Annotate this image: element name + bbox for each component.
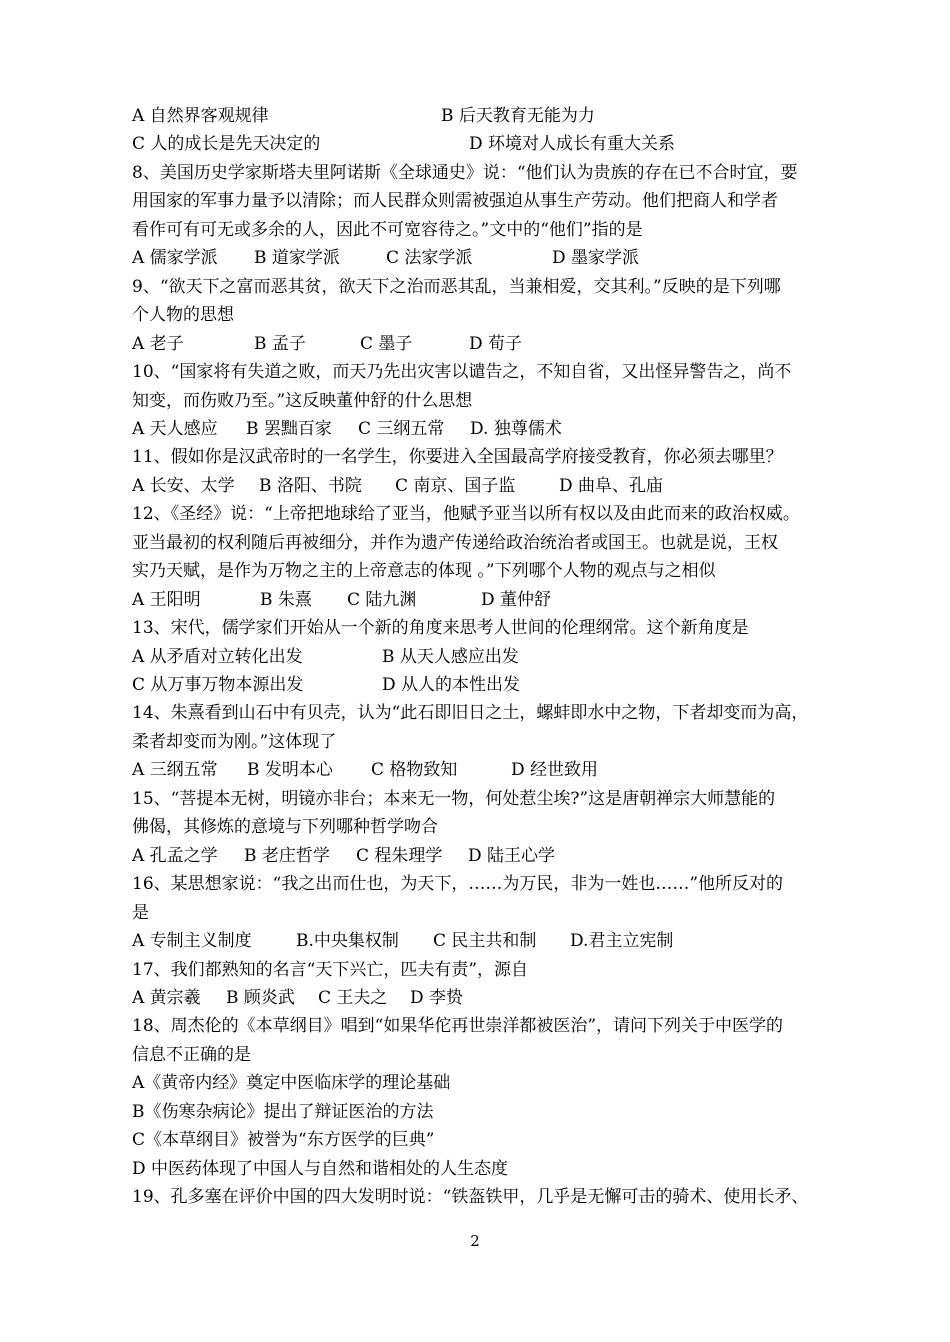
text-segment: B 罢黜百家 <box>246 418 332 439</box>
text-segment: A 孔孟之学 <box>132 845 218 866</box>
text-segment: 用国家的军事力量予以清除；而人民群众则需被强迫从事生产劳动。他们把商人和学者 <box>132 191 778 212</box>
text-segment: C 王夫之 <box>318 987 388 1008</box>
text-segment: 是 <box>132 902 149 923</box>
text-segment: A 天人感应 <box>132 418 218 439</box>
text-segment: 14、朱熹看到山石中有贝壳，认为“此石即旧日之土，螺蚌即水中之物，下者却变而为高， <box>132 703 809 724</box>
text-segment: A 自然界客观规律 <box>132 106 269 126</box>
text-segment: 佛偈，其修炼的意境与下列哪种哲学吻合 <box>132 817 438 838</box>
text-segment: A 儒家学派 <box>132 248 218 269</box>
text-segment: A 长安、太学 <box>132 475 235 496</box>
text-segment: B 后天教育无能为力 <box>441 106 595 126</box>
text-segment: B 老庄哲学 <box>244 845 330 866</box>
text-segment: D 中医药体现了中国人与自然和谐相处的人生态度 <box>132 1158 509 1179</box>
text-segment: A 老子 <box>132 333 184 354</box>
text-segment: D 墨家学派 <box>552 248 640 269</box>
text-segment: B.中央集权制 <box>296 931 399 952</box>
text-segment: A 王阳明 <box>132 589 201 610</box>
text-segment: 10、“国家将有失道之败，而天乃先出灾害以谴告之，不知自省，又出怪异警告之，尚不 <box>132 362 792 383</box>
page-number: 2 <box>470 1232 480 1250</box>
text-segment: C 从万事万物本源出发 <box>132 675 304 695</box>
text-segment: 看作可有可无或多余的人，因此不可宽容待之。”文中的“他们”指的是 <box>132 219 643 240</box>
text-segment: B 发明本心 <box>247 760 333 781</box>
text-segment: C 墨子 <box>360 333 413 354</box>
text-segment: D 荀子 <box>469 333 523 354</box>
text-segment: 8、美国历史学家斯塔夫里阿诺斯《全球通史》说：“他们认为贵族的存在已不合时宜，要 <box>132 162 798 183</box>
text-segment: C 程朱理学 <box>356 845 443 866</box>
text-segment: 18、周杰伦的《本草纲目》唱到“如果华佗再世崇洋都被医治”，请问下列关于中医学的 <box>132 1016 784 1037</box>
text-segment: B 孟子 <box>254 333 306 354</box>
text-segment: C 民主共和制 <box>433 931 537 952</box>
text-segment: 个人物的思想 <box>132 305 234 326</box>
text-segment: D 环境对人成长有重大关系 <box>469 134 676 155</box>
text-segment: D.君主立宪制 <box>570 931 674 952</box>
text-segment: A 专制主义制度 <box>132 931 252 952</box>
text-segment: D 经世致用 <box>511 760 599 781</box>
text-segment: 13、宋代，儒学家们开始从一个新的角度来思考人世间的伦理纲常。这个新角度是 <box>132 618 749 639</box>
text-segment: D 曲阜、孔庙 <box>559 475 664 496</box>
text-segment: 12、《圣经》说：“上帝把地球给了亚当，他赋予亚当以所有权以及由此而来的政治权威。 <box>132 504 800 525</box>
text-segment: B 从天人感应出发 <box>382 646 519 667</box>
text-segment: 柔者却变而为刚。”这体现了 <box>132 731 337 752</box>
text-segment: D 从人的本性出发 <box>382 675 521 695</box>
text-segment: C 陆九渊 <box>347 589 417 610</box>
text-segment: C 法家学派 <box>386 248 473 269</box>
text-segment: B 顾炎武 <box>226 987 295 1008</box>
text-segment: C 格物致知 <box>371 760 458 781</box>
text-segment: 15、“菩提本无树，明镜亦非台；本来无一物，何处惹尘埃?”这是唐朝禅宗大师慧能的 <box>132 788 776 809</box>
text-segment: 19、孔多塞在评价中国的四大发明时说：“铁盔铁甲，几乎是无懈可击的骑术、使用长矛、 <box>132 1187 809 1208</box>
text-segment: A 黄宗羲 <box>132 987 201 1008</box>
text-segment: A 三纲五常 <box>132 760 218 781</box>
text-segment: C 人的成长是先天决定的 <box>132 134 321 155</box>
text-segment: B 道家学派 <box>254 248 340 269</box>
text-segment: B 朱熹 <box>260 589 312 610</box>
text-segment: D 李贽 <box>410 987 464 1008</box>
text-segment: 亚当最初的权利随后再被细分，并作为遗产传递给政治统治者或国王。也就是说，王权 <box>132 532 778 553</box>
text-segment: 17、我们都熟知的名言“天下兴亡，匹夫有责”，源自 <box>132 959 529 980</box>
text-segment: B《伤寒杂病论》提出了辩证医治的方法 <box>132 1101 434 1122</box>
text-segment: C 三纲五常 <box>358 418 445 439</box>
text-segment: 实乃天赋，是作为万物之主的上帝意志的体现 。”下列哪个人物的观点与之相似 <box>132 561 716 582</box>
text-segment: 16、某思想家说：“我之出而仕也，为天下，……为万民，非为一姓也……”他所反对的 <box>132 874 784 895</box>
text-segment: C 南京、国子监 <box>395 475 516 496</box>
text-segment: 11、假如你是汉武帝时的一名学生，你要进入全国最高学府接受教育，你必须去哪里？ <box>132 447 783 468</box>
text-segment: A《黄帝内经》奠定中医临床学的理论基础 <box>132 1073 451 1094</box>
text-segment: D. 独尊儒术 <box>470 418 562 439</box>
text-segment: B 洛阳、书院 <box>259 475 362 496</box>
text-segment: C《本草纲目》被誉为“东方医学的巨典” <box>132 1130 435 1151</box>
text-segment: D 董仲舒 <box>481 589 552 610</box>
text-segment: A 从矛盾对立转化出发 <box>132 646 303 667</box>
text-segment: D 陆王心学 <box>468 845 556 866</box>
text-segment: 知变，而伤败乃至。”这反映董仲舒的什么思想 <box>132 390 473 411</box>
text-segment: 信息不正确的是 <box>132 1044 251 1065</box>
text-segment: 9、“欲天下之富而恶其贫，欲天下之治而恶其乱，当兼相爱，交其利。”反映的是下列哪 <box>132 276 781 297</box>
